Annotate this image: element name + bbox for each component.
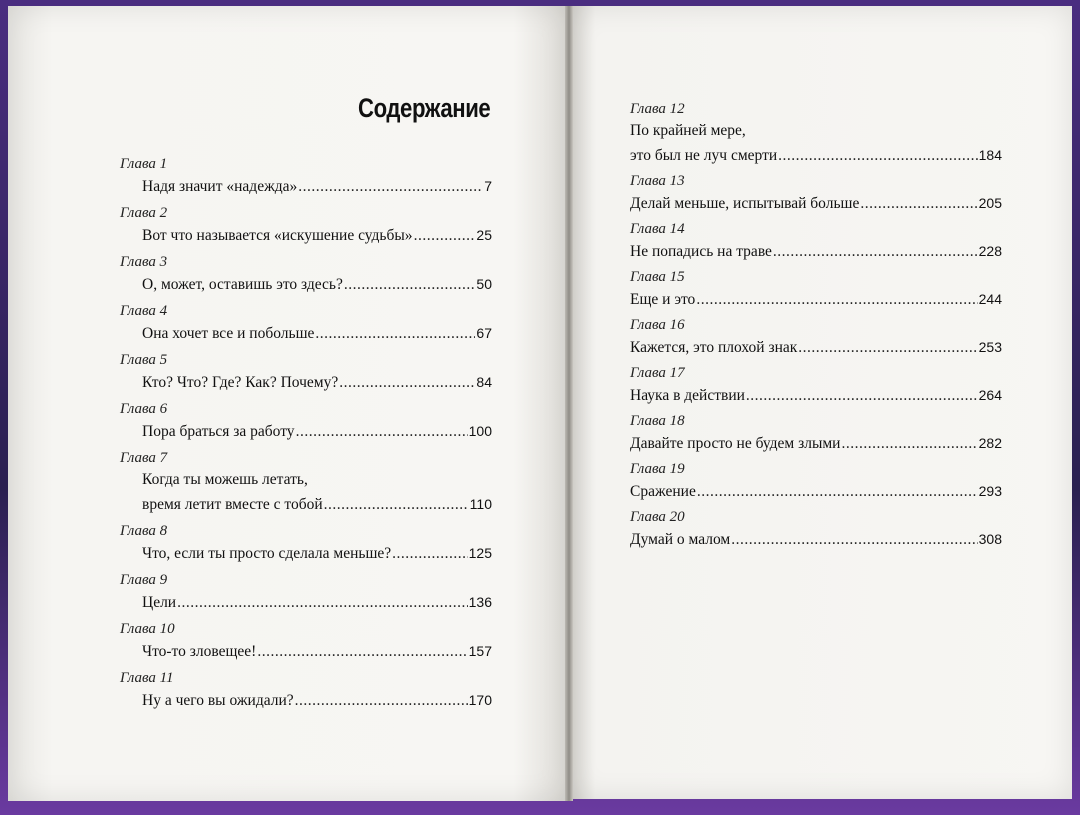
chapter-label: Глава 1 [120, 156, 168, 172]
dot-leader [697, 480, 978, 504]
chapter-label: Глава 4 [120, 303, 168, 319]
toc-entry [120, 203, 492, 247]
page-number: 67 [476, 325, 492, 341]
dot-leader [177, 591, 468, 615]
dot-leader [315, 322, 475, 346]
page-number: 293 [978, 483, 1002, 499]
dot-leader [324, 493, 469, 517]
dot-leader [298, 175, 483, 199]
chapter-title-line [120, 639, 492, 663]
chapter-title-line [120, 174, 492, 198]
dot-leader [773, 240, 978, 264]
dot-leader [344, 273, 476, 297]
chapter-title-line [120, 541, 492, 565]
page-number: 253 [978, 339, 1002, 355]
chapter-title-line [120, 688, 492, 712]
dot-leader [778, 144, 977, 168]
toc-entry [120, 668, 492, 712]
dot-leader [339, 371, 475, 395]
chapter-title: Наука в действии [630, 387, 745, 404]
page-number: 100 [468, 423, 492, 439]
page-number: 228 [978, 243, 1002, 259]
dot-leader [731, 528, 977, 552]
chapter-label: Глава 13 [630, 173, 685, 189]
toc-entry [120, 252, 492, 296]
chapter-title: Цели [142, 594, 177, 611]
toc-right-column [630, 99, 1002, 555]
dot-leader [414, 224, 476, 248]
toc-entry [630, 315, 1002, 359]
page-number: 125 [468, 545, 492, 561]
chapter-title-line [120, 370, 492, 394]
chapter-label: Глава 12 [630, 101, 685, 117]
chapter-label: Глава 19 [630, 461, 685, 477]
chapter-title-line [120, 590, 492, 614]
chapter-title: Она хочет все и побольше [142, 325, 315, 342]
chapter-title-line [630, 119, 1002, 143]
chapter-label: Глава 2 [120, 205, 168, 221]
chapter-label: Глава 8 [120, 523, 168, 539]
chapter-title-line [120, 223, 492, 247]
chapter-title: Что, если ты просто сделала меньше? [142, 545, 392, 562]
chapter-title-line [630, 527, 1002, 551]
chapter-title: Не попадись на траве [630, 243, 772, 260]
page-number: 308 [978, 531, 1002, 547]
page-number: 110 [469, 496, 492, 512]
page-number: 170 [468, 692, 492, 708]
toc-entry [120, 448, 492, 516]
chapter-title: Еще и это [630, 291, 696, 308]
toc-entry [120, 619, 492, 663]
page-number: 157 [468, 643, 492, 659]
chapter-label: Глава 11 [120, 670, 174, 686]
toc-entry [630, 507, 1002, 551]
page-number: 264 [978, 387, 1002, 403]
chapter-label: Глава 7 [120, 450, 168, 466]
toc-entry [120, 301, 492, 345]
page-number: 7 [484, 178, 492, 194]
chapter-title: Кажется, это плохой знак [630, 339, 798, 356]
toc-entry [120, 399, 492, 443]
dot-leader [798, 336, 977, 360]
page-title: Содержание [358, 93, 491, 123]
chapter-title: время летит вместе с тобой [142, 496, 323, 513]
toc-entry [630, 267, 1002, 311]
chapter-title: Думай о малом [630, 531, 731, 548]
chapter-title-line [630, 431, 1002, 455]
toc-entry [630, 411, 1002, 455]
chapter-label: Глава 9 [120, 572, 168, 588]
chapter-title: Делай меньше, испытывай больше [630, 195, 860, 212]
chapter-label: Глава 14 [630, 221, 685, 237]
chapter-label: Глава 16 [630, 317, 685, 333]
toc-entry [630, 171, 1002, 215]
chapter-title: Пора браться за работу [142, 423, 295, 440]
toc-entry [120, 154, 492, 198]
chapter-title-line [630, 479, 1002, 503]
chapter-label: Глава 17 [630, 365, 685, 381]
chapter-title: О, может, оставишь это здесь? [142, 276, 343, 293]
chapter-title: это был не луч смерти [630, 147, 778, 164]
chapter-label: Глава 10 [120, 621, 175, 637]
chapter-title: Когда ты можешь летать, [142, 471, 308, 488]
dot-leader [841, 432, 977, 456]
page-number: 282 [978, 435, 1002, 451]
chapter-title-line [630, 335, 1002, 359]
toc-entry [630, 363, 1002, 407]
toc-entry [630, 219, 1002, 263]
chapter-title: Вот что называется «искушение судьбы» [142, 227, 413, 244]
chapter-title-line [630, 143, 1002, 167]
dot-leader [696, 288, 977, 312]
chapter-title: Что-то зловещее! [142, 643, 257, 660]
toc-entry [630, 459, 1002, 503]
chapter-title-line [120, 492, 492, 516]
chapter-title: Ну а чего вы ожидали? [142, 692, 294, 709]
page-number: 184 [978, 147, 1002, 163]
dot-leader [860, 192, 977, 216]
chapter-title-line [120, 272, 492, 296]
page-number: 244 [978, 291, 1002, 307]
chapter-title-line [630, 239, 1002, 263]
dot-leader [296, 420, 468, 444]
page-number: 84 [476, 374, 492, 390]
book-gutter [565, 6, 573, 801]
chapter-title: Надя значит «надежда» [142, 178, 298, 195]
chapter-label: Глава 6 [120, 401, 168, 417]
chapter-label: Глава 18 [630, 413, 685, 429]
dot-leader [257, 640, 467, 664]
chapter-label: Глава 5 [120, 352, 168, 368]
page-number: 205 [978, 195, 1002, 211]
dot-leader [392, 542, 467, 566]
toc-left-column [120, 154, 492, 717]
chapter-label: Глава 15 [630, 269, 685, 285]
page-number: 25 [476, 227, 492, 243]
toc-entry [630, 99, 1002, 167]
page-number: 136 [468, 594, 492, 610]
toc-entry [120, 521, 492, 565]
chapter-title-line [630, 383, 1002, 407]
chapter-label: Глава 20 [630, 509, 685, 525]
chapter-title: Давайте просто не будем злыми [630, 435, 841, 452]
chapter-title: Кто? Что? Где? Как? Почему? [142, 374, 339, 391]
page-number: 50 [476, 276, 492, 292]
chapter-title-line [120, 468, 492, 492]
chapter-title-line [120, 419, 492, 443]
chapter-title-line [120, 321, 492, 345]
chapter-title-line [630, 287, 1002, 311]
chapter-title: Сражение [630, 483, 696, 500]
toc-entry [120, 570, 492, 614]
dot-leader [295, 689, 468, 713]
chapter-label: Глава 3 [120, 254, 168, 270]
chapter-title: По крайней мере, [630, 122, 746, 139]
dot-leader [746, 384, 978, 408]
chapter-title-line [630, 191, 1002, 215]
toc-entry [120, 350, 492, 394]
